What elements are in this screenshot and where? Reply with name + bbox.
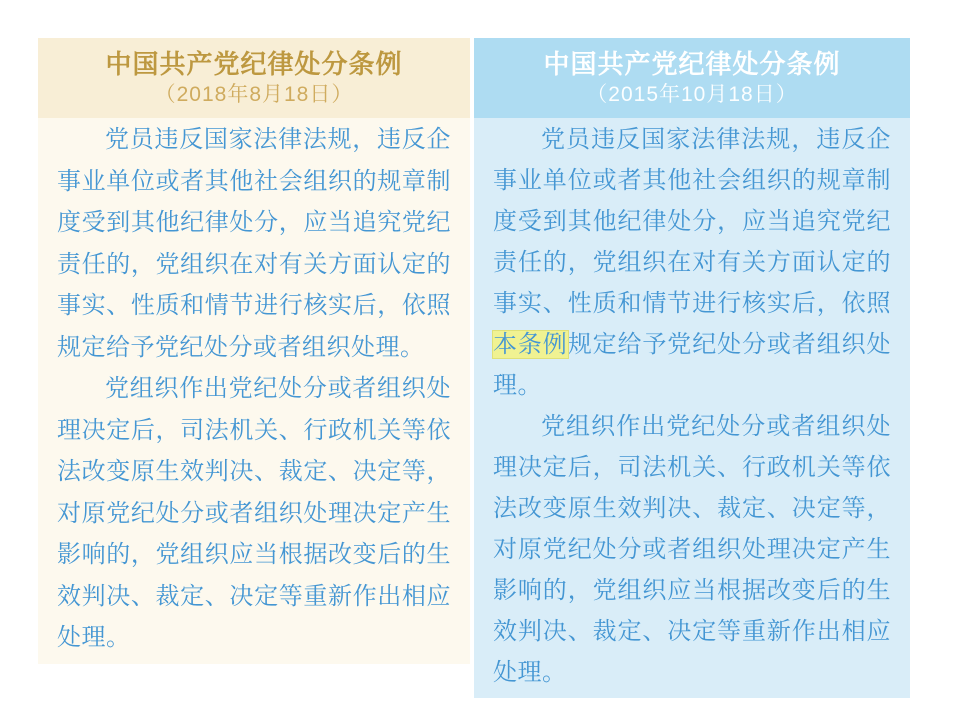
left-paragraph-2: 党组织作出党纪处分或者组织处理决定后，司法机关、行政机关等依法改变原生效判决、裁定、决定等，对原党纪处分或者组织处理决定产生影响的，党组织应当根据改变后的生效判决、裁定、决定等重新作出相应处理。 [57, 375, 451, 651]
right-paragraph-2: 党组织作出党纪处分或者组织处理决定后，司法机关、行政机关等依法改变原生效判决、裁定、决定等，对原党纪处分或者组织处理决定产生影响的，党组织应当根据改变后的生效判决、裁定、决定等重新作出相应处理。 [493, 413, 891, 686]
left-regulation-date: （2018年8月18日） [154, 82, 354, 106]
left-paragraph-1: 党员违反国家法律法规，违反企事业单位或者其他社会组织的规章制度受到其他纪律处分，应当追究党纪责任的，党组织在对有关方面认定的事实、性质和情节进行核实后，依照规定给予党纪处分或者组织处理。 [57, 126, 451, 361]
left-regulation-title: 中国共产党纪律处分条例 [105, 49, 403, 80]
right-paragraph-1 [493, 119, 891, 406]
right-panel-header [474, 38, 910, 118]
left-regulation-body [38, 118, 470, 664]
right-paragraph-1-before-highlight: 党员违反国家法律法规，违反企事业单位或者其他社会组织的规章制度受到其他纪律处分，应当追究党纪责任的，党组织在对有关方面认定的事实、性质和情节进行核实后，依照 [493, 126, 891, 317]
highlighted-term: 本条例 [493, 331, 568, 358]
right-regulation-title: 中国共产党纪律处分条例 [543, 49, 841, 80]
right-regulation-body [474, 118, 910, 698]
right-version-panel [474, 38, 910, 698]
right-regulation-date: （2015年10月18日） [586, 82, 798, 106]
left-version-panel [38, 38, 470, 664]
right-paragraph-1-after-highlight: 规定给予党纪处分或者组织处理。 [493, 331, 892, 399]
left-panel-header [38, 38, 470, 118]
